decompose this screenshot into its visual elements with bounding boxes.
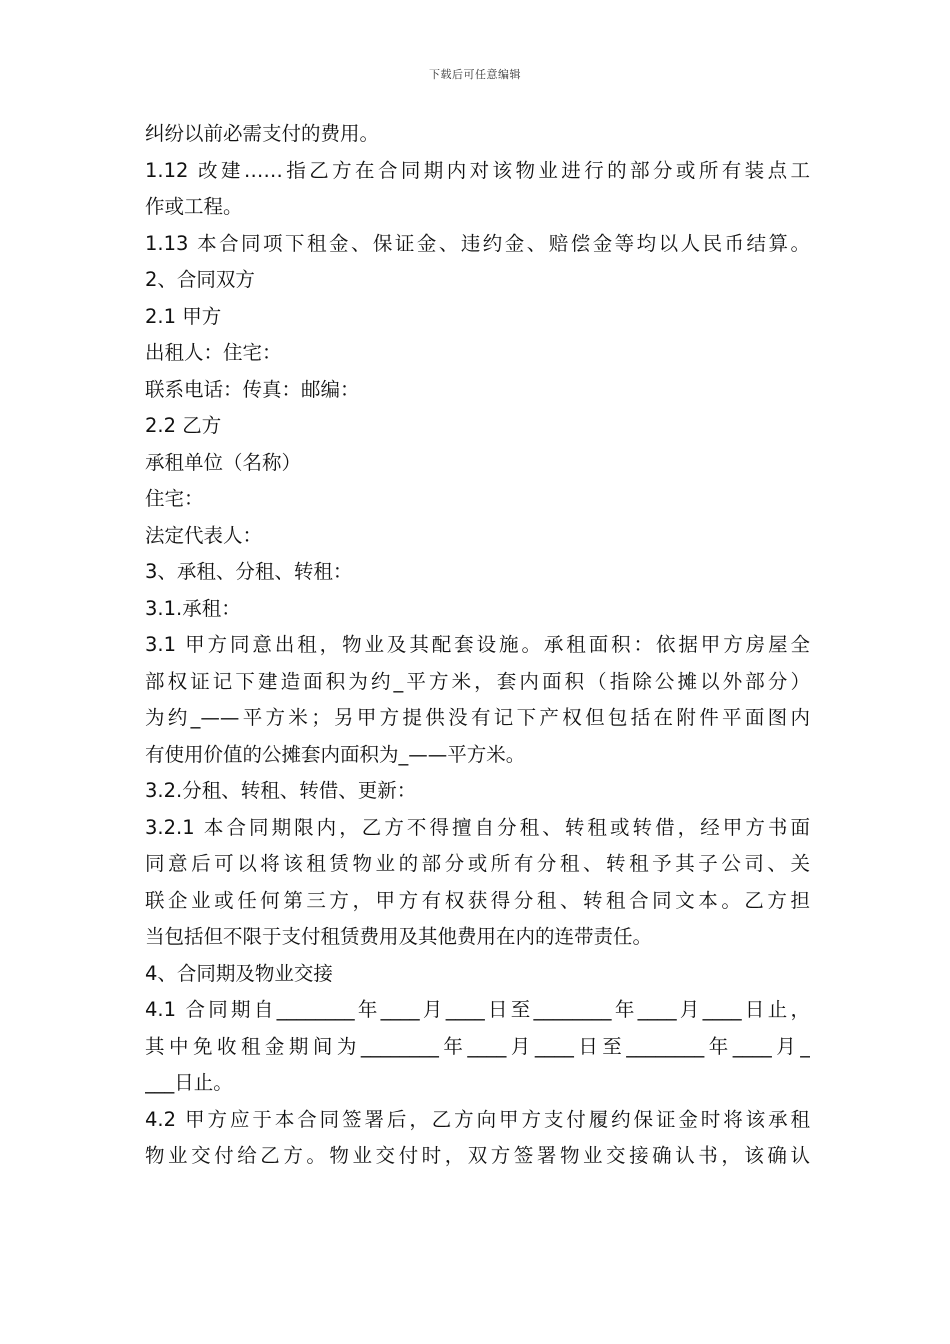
text-line: 3.2.分租、转租、转借、更新：	[145, 779, 417, 802]
text-line: 有使用价值的公摊套内面积为_——平方米。	[145, 742, 526, 766]
text-line: 4.2 甲方应于本合同签署后，乙方向甲方支付履约保证金时将该承租	[145, 1107, 810, 1131]
text-line: 作或工程。	[145, 195, 243, 218]
document-body	[145, 116, 810, 1175]
text-line: 3.1.承租：	[145, 596, 241, 620]
text-line: 1.13 本合同项下租金、保证金、违约金、赔偿金等均以人民币结算。	[145, 231, 810, 255]
text-line: 承租单位（名称）	[145, 450, 302, 474]
text-line: 物业交付给乙方。物业交付时，双方签署物业交接确认书，该确认	[145, 1144, 810, 1167]
text-line: 2.2 乙方	[145, 414, 222, 437]
text-line: 3.2.1 本合同期限内，乙方不得擅自分租、转租或转借，经甲方书面	[145, 815, 810, 839]
text-line: 1.12 改建……指乙方在合同期内对该物业进行的部分或所有装点工	[145, 158, 810, 182]
page-header: 下载后可任意编辑	[429, 68, 521, 81]
text-line: 纠纷以前必需支付的费用。	[145, 122, 380, 145]
text-line: 为约_——平方米；另甲方提供没有记下产权但包括在附件平面图内	[145, 706, 810, 729]
text-line: 3.1 甲方同意出租，物业及其配套设施。承租面积：依据甲方房屋全	[145, 633, 810, 656]
text-line: 部权证记下建造面积为约_平方米，套内面积（指除公摊以外部分）	[145, 669, 810, 693]
text-line: 住宅：	[145, 487, 204, 510]
text-line: ___日止。	[145, 1071, 233, 1094]
section-heading: 3、承租、分租、转租：	[145, 560, 353, 583]
text-line: 联企业或任何第三方，甲方有权获得分租、转租合同文本。乙方担	[145, 888, 810, 912]
text-line: 当包括但不限于支付租赁费用及其他费用在内的连带责任。	[145, 925, 653, 948]
text-line: 其中免收租金期间为________年____月____日至________年____月_	[145, 1034, 810, 1058]
text-line: 法定代表人：	[145, 523, 263, 547]
text-line: 联系电话：传真：邮编：	[145, 377, 360, 401]
text-line: 出租人：住宅：	[145, 341, 282, 364]
section-heading: 4、合同期及物业交接	[145, 961, 333, 985]
text-line: 同意后可以将该租赁物业的部分或所有分租、转租予其子公司、关	[145, 852, 810, 875]
text-line: 2.1 甲方	[145, 304, 222, 328]
section-heading: 2、合同双方	[145, 268, 255, 291]
text-line: 4.1 合同期自________年____月____日至________年____月____日止，	[145, 998, 810, 1021]
